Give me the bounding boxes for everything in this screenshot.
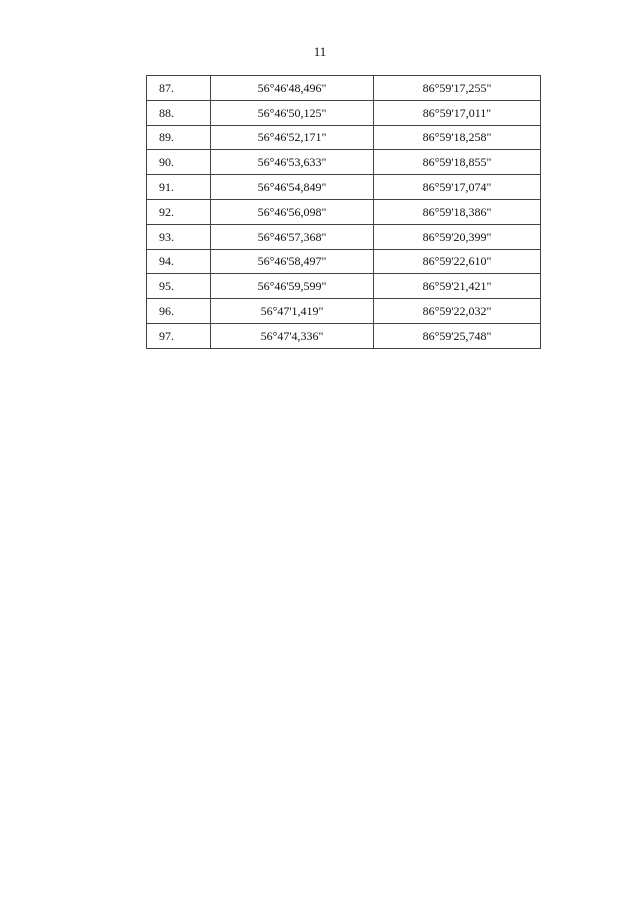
- longitude-cell: 86°59'18,386": [374, 199, 541, 224]
- longitude-cell: 86°59'18,258": [374, 125, 541, 150]
- latitude-cell: 56°46'53,633": [211, 150, 374, 175]
- longitude-cell: 86°59'25,748": [374, 323, 541, 348]
- coordinates-table: [146, 75, 541, 349]
- latitude-cell: 56°46'59,599": [211, 274, 374, 299]
- point-number: 90.: [147, 150, 211, 175]
- latitude-cell: 56°46'52,171": [211, 125, 374, 150]
- longitude-cell: 86°59'17,011": [374, 100, 541, 125]
- latitude-cell: 56°46'50,125": [211, 100, 374, 125]
- point-number: 93.: [147, 224, 211, 249]
- longitude-cell: 86°59'17,074": [374, 175, 541, 200]
- table-row: [147, 150, 541, 175]
- longitude-cell: 86°59'22,032": [374, 299, 541, 324]
- table-row: [147, 299, 541, 324]
- latitude-cell: 56°46'48,496": [211, 76, 374, 101]
- latitude-cell: 56°46'56,098": [211, 199, 374, 224]
- latitude-cell: 56°47'1,419": [211, 299, 374, 324]
- longitude-cell: 86°59'18,855": [374, 150, 541, 175]
- longitude-cell: 86°59'21,421": [374, 274, 541, 299]
- longitude-cell: 86°59'17,255": [374, 76, 541, 101]
- latitude-cell: 56°46'54,849": [211, 175, 374, 200]
- point-number: 92.: [147, 199, 211, 224]
- table-row: [147, 199, 541, 224]
- table-row: [147, 125, 541, 150]
- table-row: [147, 100, 541, 125]
- latitude-cell: 56°46'58,497": [211, 249, 374, 274]
- latitude-cell: 56°46'57,368": [211, 224, 374, 249]
- table-row: [147, 175, 541, 200]
- table-row: [147, 249, 541, 274]
- point-number: 91.: [147, 175, 211, 200]
- page-number: 11: [313, 44, 327, 59]
- point-number: 95.: [147, 274, 211, 299]
- table-row: [147, 224, 541, 249]
- latitude-cell: 56°47'4,336": [211, 323, 374, 348]
- point-number: 96.: [147, 299, 211, 324]
- table-row: [147, 76, 541, 101]
- table-row: [147, 274, 541, 299]
- point-number: 87.: [147, 76, 211, 101]
- longitude-cell: 86°59'22,610": [374, 249, 541, 274]
- table-row: [147, 323, 541, 348]
- point-number: 88.: [147, 100, 211, 125]
- point-number: 89.: [147, 125, 211, 150]
- point-number: 97.: [147, 323, 211, 348]
- longitude-cell: 86°59'20,399": [374, 224, 541, 249]
- point-number: 94.: [147, 249, 211, 274]
